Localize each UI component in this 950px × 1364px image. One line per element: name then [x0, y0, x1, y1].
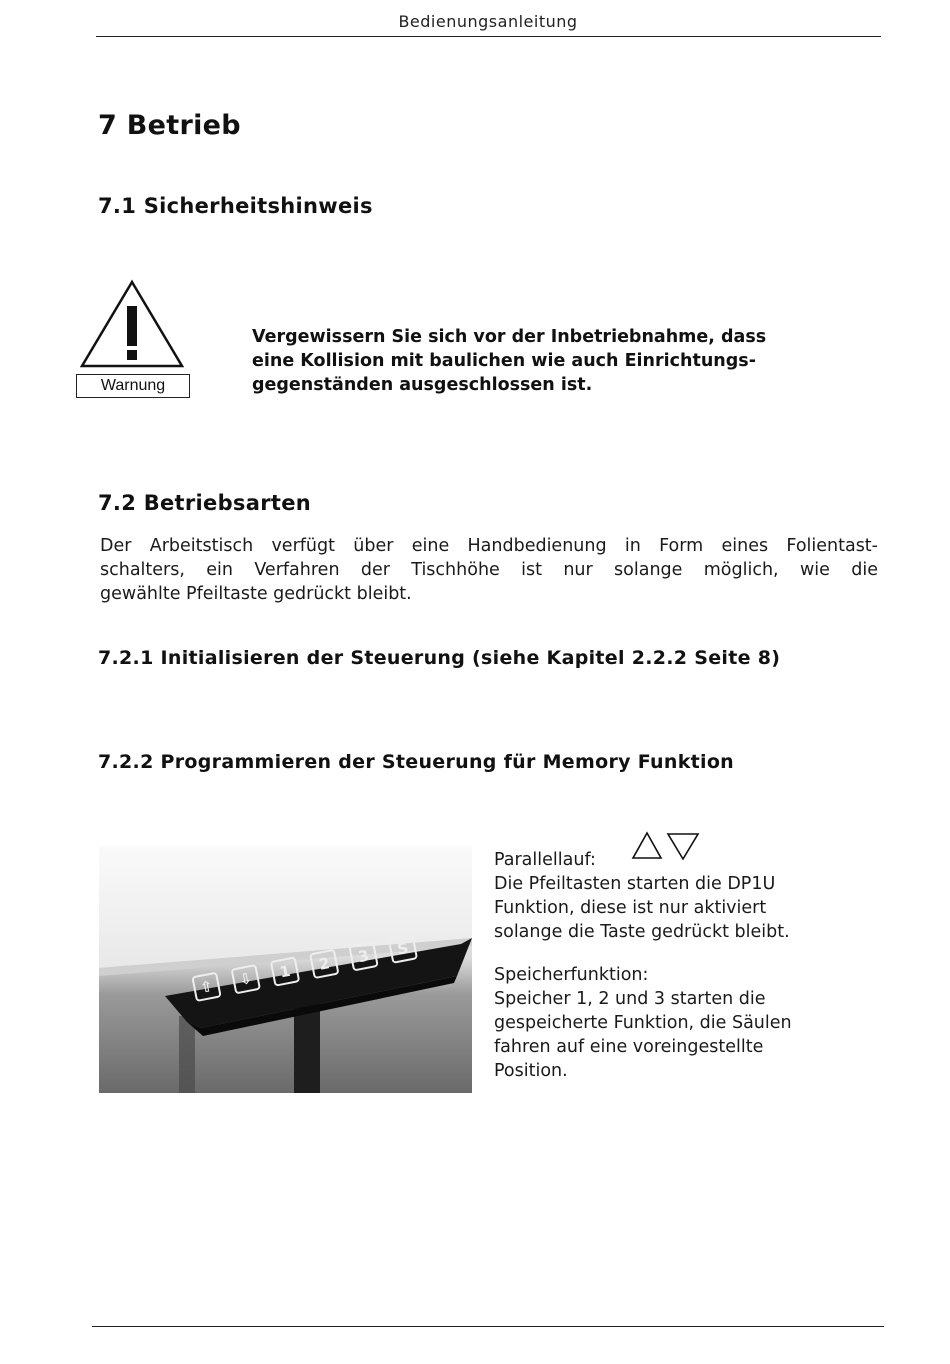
- warning-line: Vergewissern Sie sich vor der Inbetriebnahme, dass: [252, 327, 767, 347]
- memory-line: Speicher 1, 2 und 3 starten die: [494, 989, 766, 1009]
- keypad-key-3: 3: [348, 941, 378, 971]
- memory-line: gespeicherte Funktion, die Säulen: [494, 1013, 792, 1033]
- up-down-triangle-icon: [630, 830, 702, 862]
- keypad-photo: [99, 846, 472, 1093]
- parallel-line: Die Pfeiltasten starten die DP1U: [494, 874, 776, 894]
- section-7-2-paragraph: [100, 534, 878, 606]
- header-rule: [96, 36, 881, 37]
- memory-line: Position.: [494, 1061, 568, 1081]
- parallel-line: Funktion, diese ist nur aktiviert: [494, 898, 767, 918]
- keypad-key-down: ⇩: [231, 964, 261, 994]
- memory-text: [494, 963, 884, 1083]
- parallel-label: Parallellauf:: [494, 850, 596, 870]
- warning-symbol: [76, 278, 192, 402]
- keypad-key-2: 2: [309, 949, 339, 979]
- keypad-key-up: ⇧: [191, 972, 221, 1002]
- memory-label: Speicherfunktion:: [494, 965, 649, 985]
- footer-rule: [92, 1326, 884, 1327]
- parallel-text: [494, 848, 884, 944]
- keypad-key-1: 1: [270, 956, 300, 986]
- chapter-title: 7 Betrieb: [98, 110, 241, 141]
- paragraph-line: Der Arbeitstisch verfügt über eine Handbedienung in Form eines Folientast-: [100, 536, 878, 556]
- paragraph-line: schalters, ein Verfahren der Tischhöhe ist nur solange möglich, wie die: [100, 560, 878, 580]
- warning-line: eine Kollision mit baulichen wie auch Einrichtungs-: [252, 351, 756, 371]
- section-7-2-1-title: 7.2.1 Initialisieren der Steuerung (siehe Kapitel 2.2.2 Seite 8): [98, 647, 781, 669]
- section-7-1-title: 7.1 Sicherheitshinweis: [98, 194, 373, 218]
- running-header: Bedienungsanleitung: [398, 12, 578, 31]
- warning-line: gegenständen ausgeschlossen ist.: [252, 375, 593, 395]
- memory-line: fahren auf eine voreingestellte: [494, 1037, 764, 1057]
- section-7-2-title: 7.2 Betriebsarten: [98, 491, 311, 515]
- warning-triangle-icon: [76, 278, 192, 370]
- parallel-line: solange die Taste gedrückt bleibt.: [494, 922, 790, 942]
- keypad-key-s: S: [388, 933, 418, 963]
- section-7-2-2-title: 7.2.2 Programmieren der Steuerung für Memory Funktion: [98, 751, 735, 773]
- warning-label: Warnung: [76, 374, 190, 398]
- paragraph-line: gewählte Pfeiltaste gedrückt bleibt.: [100, 584, 412, 604]
- warning-text: [252, 325, 852, 397]
